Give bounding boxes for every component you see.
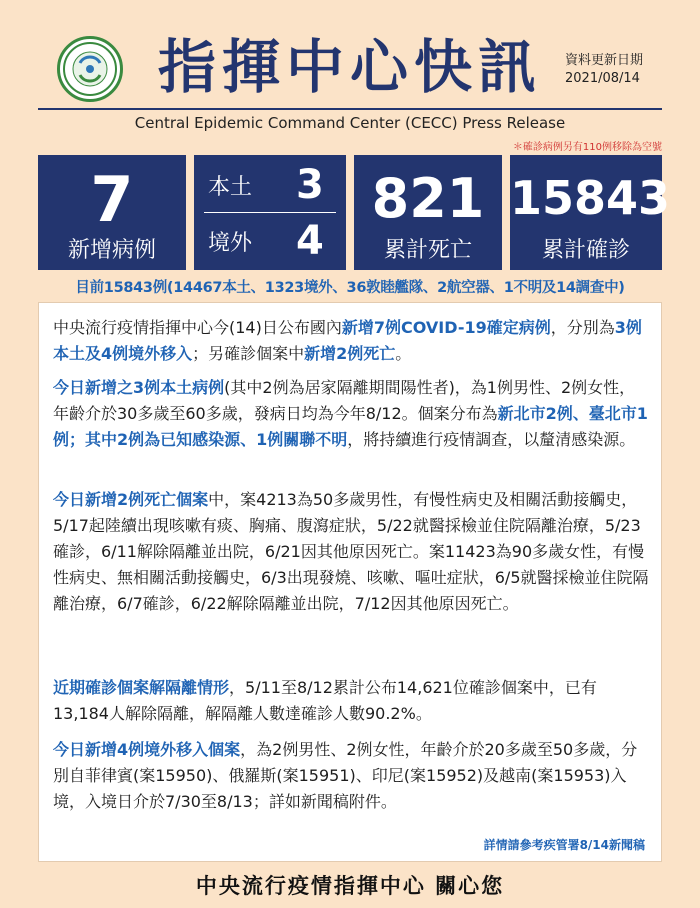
p1-highlight-breakdown: 3例本土及4例境外移入 — [53, 318, 642, 363]
p2-highlight-distribution: 新北市2例、臺北市1例；其中2例為已知感染源、1例關聯不明 — [53, 404, 648, 449]
stat-divider — [204, 212, 336, 213]
p2-text-b: (其中2例為居家隔離期間陽性者)，為1例男性、2例女性，年齡介於30多歲至60多歲，發病日均為今年8/12。個案分布為 — [53, 378, 636, 423]
p2-text-d: ，將持續進行疫情調查，以釐清感染源。 — [347, 430, 636, 449]
case-summary: 目前15843例(14467本土、1323境外、36敦睦艦隊、2航空器、1不明及14調查中) — [75, 280, 625, 296]
stat-confirmed — [510, 155, 671, 270]
cdc-logo-icon — [57, 36, 123, 102]
paragraph-deaths — [53, 487, 649, 617]
p1-text-e: ；另確診個案中 — [192, 344, 305, 363]
title-divider — [38, 108, 662, 110]
paragraph-imported-cases — [53, 737, 649, 815]
new-cases-value: 7 — [90, 163, 134, 236]
p1-highlight-deaths: 新增2例死亡 — [304, 344, 396, 363]
update-date: 2021/08/14 — [565, 71, 640, 86]
deaths-label: 累計死亡 — [383, 238, 472, 263]
footnote: ＊確診病例另有110例移除為空號 — [512, 142, 662, 153]
press-content — [38, 302, 662, 862]
p5-heading: 今日新增4例境外移入個案 — [53, 740, 241, 759]
p1-text-g: 。 — [395, 344, 412, 363]
paragraph-overview — [53, 315, 649, 367]
p1-highlight-new-cases: 新增7例COVID-19確定病例 — [341, 318, 551, 337]
p2-heading: 今日新增之3例本土病例 — [53, 378, 225, 397]
stat-deaths — [354, 155, 502, 270]
imported-label: 境外 — [208, 230, 253, 256]
p4-heading: 近期確診個案解隔離情形 — [53, 678, 230, 697]
paragraph-isolation — [53, 675, 649, 727]
local-row — [208, 161, 332, 209]
press-release-reference: 詳情請參考疾管署8/14新聞稿 — [483, 838, 645, 852]
p3-heading: 今日新增2例死亡個案 — [53, 490, 209, 509]
imported-value: 4 — [296, 218, 324, 264]
local-value: 3 — [296, 162, 324, 208]
page-title: 指揮中心快訊 — [157, 33, 542, 101]
p3-text-b: 中，案4213為50多歲男性，有慢性病史及相關活動接觸史，5/17起陸續出現咳嗽有痰、胸痛、腹瀉症狀，5/22就醫採檢並住院隔離治療，5/23確診，6/11解除隔離並出院，6/21因其他原因死亡。案11423為90多歲女性，有慢性病史、無相關活動接觸史，6/3出現發燒、咳嗽、嘔吐症狀，6/5就醫採檢並住院隔離治療，6/7確診，6/22解除隔離並出院，7/12因其他原因死亡。 — [53, 490, 649, 613]
update-info — [565, 52, 685, 88]
footer-slogan: 中央流行疫情指揮中心 關心您 — [195, 874, 505, 898]
local-label: 本土 — [208, 174, 253, 200]
confirmed-value: 15843 — [510, 171, 671, 225]
update-label: 資料更新日期 — [565, 53, 644, 68]
cdc-logo-graphic — [62, 41, 118, 97]
p1-text-a: 中央流行疫情指揮中心今(14)日公布國內 — [53, 318, 342, 337]
stat-local-imported — [194, 155, 346, 270]
paragraph-local-cases — [53, 375, 649, 453]
deaths-value: 821 — [371, 167, 485, 230]
p4-text-b: ，5/11至8/12累計公布14,621位確診個案中，已有13,184人解除隔離，解隔離人數達確診人數90.2%。 — [53, 678, 597, 723]
p5-text-b: ，為2例男性、2例女性，年齡介於20多歲至50多歲，分別自菲律賓(案15950)、俄羅斯(案15951)、印尼(案15952)及越南(案15953)入境，入境日介於7/30至8/13；詳如新聞稿附件。 — [53, 740, 638, 811]
new-cases-label: 新增病例 — [67, 238, 156, 263]
subtitle: Central Epidemic Command Center (CECC) Press Release — [134, 114, 566, 132]
stat-new-cases — [38, 155, 186, 270]
confirmed-label: 累計確診 — [541, 238, 630, 263]
imported-row — [208, 217, 332, 265]
p1-text-c: ，分別為 — [550, 318, 615, 337]
